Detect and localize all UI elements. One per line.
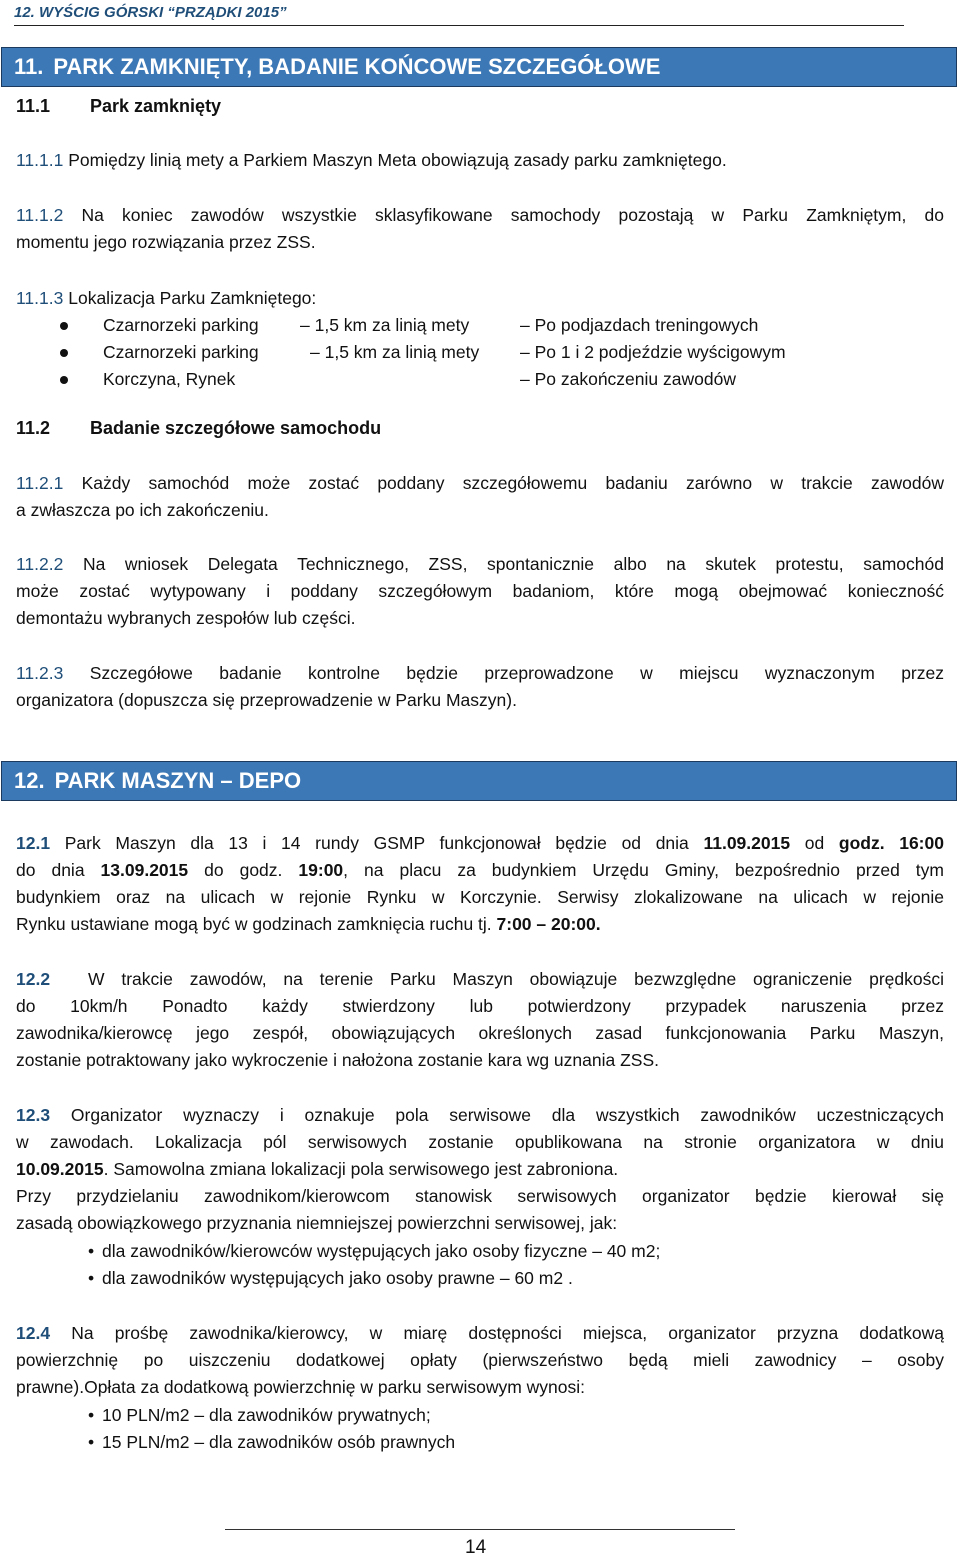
paragraph-12-4-line3: prawne).Opłata za dodatkową powierzchnię w parku serwisowym wynosi:	[16, 1377, 585, 1397]
paragraph-11-1-2-line2: momentu jego rozwiązania przez ZSS.	[16, 232, 316, 252]
list-item	[88, 1265, 573, 1292]
paragraph-12-2-line4: zostanie potraktowany jako wykroczenie i nałożona zostanie kara wg uznania ZSS.	[16, 1050, 659, 1070]
list-item-text: dla zawodników/kierowców występujących jako osoby fizyczne – 40 m2;	[102, 1241, 661, 1261]
location-place: Czarnorzeki parking	[103, 315, 259, 335]
footer-divider	[225, 1529, 735, 1530]
paragraph-text: Park Maszyn dla 13 i 14 rundy GSMP funkcjonował będzie od dnia	[64, 833, 704, 853]
location-place: Korczyna, Rynek	[103, 369, 236, 389]
paragraph-text: , na placu za budynkiem Urzędu Gminy, bezpośrednio przed tym	[343, 860, 944, 880]
paragraph-text: W trakcie zawodów, na terenie Parku Maszyn obowiązuje bezwzględne ograniczenie prędkości	[88, 969, 944, 989]
paragraph-number: 11.1.3	[16, 288, 64, 308]
subsection-number: 11.2	[16, 418, 51, 438]
subsection-title: Park zamknięty	[90, 96, 222, 116]
paragraph-11-1-3	[16, 285, 944, 312]
list-item	[88, 1402, 431, 1429]
paragraph-11-1-1	[16, 147, 944, 174]
paragraph-number: 11.2.2	[16, 554, 64, 574]
location-when: – Po podjazdach treningowych	[520, 315, 759, 335]
paragraph-11-2-1-line2: a zwłaszcza po ich zakończeniu.	[16, 500, 269, 520]
bullet-icon: •	[88, 1268, 95, 1288]
paragraph-12-1-line4	[16, 911, 944, 938]
paragraph-text: Lokalizacja Parku Zamkniętego:	[68, 288, 317, 308]
paragraph-number: 12.3	[16, 1105, 51, 1125]
paragraph-text: Rynku ustawiane mogą być w godzinach zamknięcia ruchu tj.	[16, 914, 497, 934]
paragraph-number: 11.1.1	[16, 150, 64, 170]
hours-text: 7:00 – 20:00.	[496, 914, 601, 934]
paragraph-12-3-line5: zasadą obowiązkowego przyznania niemniejszej powierzchni serwisowej, jak:	[16, 1213, 618, 1233]
location-when: – Po zakończeniu zawodów	[520, 369, 736, 389]
bullet-icon	[60, 349, 68, 357]
paragraph-text: Na koniec zawodów wszystkie sklasyfikowane samochody pozostają w Parku Zamkniętym, do	[81, 205, 944, 225]
paragraph-text: Każdy samochód może zostać poddany szczegółowemu badaniu zarówno w trakcie zawodów	[81, 473, 944, 493]
list-item-text: 10 PLN/m2 – dla zawodników prywatnych;	[102, 1405, 431, 1425]
paragraph-text: do godz.	[188, 860, 299, 880]
bullet-icon: •	[88, 1405, 95, 1425]
paragraph-number: 11.1.2	[16, 205, 64, 225]
bullet-icon	[60, 376, 68, 384]
subsection-number: 11.1	[16, 96, 51, 116]
list-item	[88, 1238, 660, 1265]
bullet-icon: •	[88, 1241, 95, 1261]
section-12-heading	[1, 761, 957, 801]
list-item-text: dla zawodników występujących jako osoby prawne – 60 m2 .	[102, 1268, 573, 1288]
paragraph-12-2-line3: zawodnika/kierowcę jego zespół, obowiązujących określonych zasad funkcjonowania Parku Maszyn,	[16, 1023, 944, 1043]
paragraph-text: Na wniosek Delegata Technicznego, ZSS, spontanicznie albo na skutek protestu, samochód	[82, 554, 944, 574]
paragraph-text: od	[790, 833, 839, 853]
paragraph-number: 12.2	[16, 969, 51, 989]
date-text: 13.09.2015	[100, 860, 189, 880]
subsection-title: Badanie szczegółowe samochodu	[90, 418, 382, 438]
paragraph-11-2-3-line2: organizatora (dopuszcza się przeprowadzenie w Parku Maszyn).	[16, 690, 517, 710]
paragraph-12-3-line4: Przy przydzielaniu zawodnikom/kierowcom stanowisk serwisowych organizator będzie kierował się	[16, 1186, 944, 1206]
time-text: godz. 16:00	[838, 833, 944, 853]
list-item-text: 15 PLN/m2 – dla zawodników osób prawnych	[102, 1432, 456, 1452]
location-distance: – 1,5 km za linią mety	[300, 315, 470, 335]
paragraph-12-4-line2: powierzchnię po uiszczeniu dodatkowej opłaty (pierwszeństwo będą mieli zawodnicy – osoby	[16, 1350, 944, 1370]
section-number: 11.	[14, 54, 44, 79]
paragraph-text: Organizator wyznaczy i oznakuje pola serwisowe dla wszystkich zawodników uczestniczących	[70, 1105, 944, 1125]
location-place: Czarnorzeki parking	[103, 342, 259, 362]
list-item	[88, 1429, 455, 1456]
section-title: PARK ZAMKNIĘTY, BADANIE KOŃCOWE SZCZEGÓŁOWE	[53, 54, 661, 79]
bullet-icon	[60, 322, 68, 330]
paragraph-number: 11.2.3	[16, 663, 64, 683]
paragraph-number: 11.2.1	[16, 473, 64, 493]
paragraph-text: Na prośbę zawodnika/kierowcy, w miarę dostępności miejsca, organizator przyzna dodatkową	[71, 1323, 944, 1343]
subsection-11-2	[16, 415, 944, 442]
page-number: 14	[465, 1537, 487, 1558]
time-text: 19:00	[298, 860, 344, 880]
location-distance: – 1,5 km za linią mety	[310, 342, 480, 362]
paragraph-12-1-line3: budynkiem oraz na ulicach w rejonie Rynku w Korczynie. Serwisy zlokalizowane na ulicach w rejonie	[16, 887, 944, 907]
paragraph-number: 12.4	[16, 1323, 51, 1343]
paragraph-12-2-line2: do 10km/h Ponadto każdy stwierdzony lub potwierdzony przypadek naruszenia przez	[16, 996, 944, 1016]
bullet-icon: •	[88, 1432, 95, 1452]
paragraph-12-3-line3	[16, 1156, 944, 1183]
subsection-11-1	[16, 93, 944, 120]
date-text: 10.09.2015	[16, 1159, 104, 1179]
running-header: 12. WYŚCIG GÓRSKI “PRZĄDKI 2015”	[14, 4, 904, 26]
paragraph-text: Szczegółowe badanie kontrolne będzie przeprowadzone w miejscu wyznaczonym przez	[89, 663, 944, 683]
section-title: PARK MASZYN – DEPO	[54, 768, 302, 793]
paragraph-11-2-2-line2: może zostać wytypowany i poddany szczegółowym badaniom, które mogą obejmować konieczność	[16, 581, 944, 601]
paragraph-number: 12.1	[16, 833, 51, 853]
paragraph-text: do dnia	[16, 860, 101, 880]
section-11-heading	[1, 47, 957, 87]
section-number: 12.	[14, 768, 45, 793]
location-when: – Po 1 i 2 podjeździe wyścigowym	[520, 342, 786, 362]
paragraph-11-2-2-line3: demontażu wybranych zespołów lub części.	[16, 608, 356, 628]
paragraph-12-3-line2: w zawodach. Lokalizacja pól serwisowych zostanie opublikowana na stronie organizatora w dniu	[16, 1132, 944, 1152]
paragraph-text: Pomiędzy linią mety a Parkiem Maszyn Meta obowiązują zasady parku zamkniętego.	[68, 150, 727, 170]
date-text: 11.09.2015	[703, 833, 791, 853]
paragraph-text: . Samowolna zmiana lokalizacji pola serwisowego jest zabroniona.	[103, 1159, 619, 1179]
